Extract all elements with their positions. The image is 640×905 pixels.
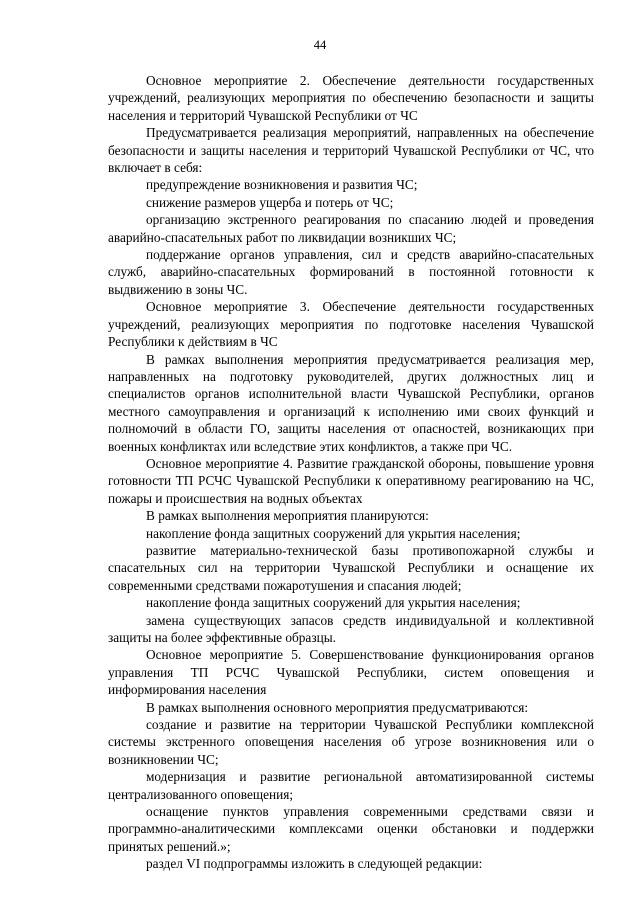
- list-item: поддержание органов управления, сил и средств аварийно-спасательных служб, аварийно-спасательных формирований в постоянной готовности к выдвижению в зоны ЧС.: [108, 247, 594, 297]
- paragraph: В рамках выполнения мероприятия предусматривается реализация мер, направленных на подготовку руководителей, других должностных лиц и специалистов органов исполнительной власти Чувашской Республики, органов местного самоуправления и организаций к исполнению ими своих функций и полномочий в области ГО, защиты населения от опасностей, возникающих при военных конфликтах или вследствие этих конфликтов, а также при ЧС.: [108, 351, 594, 454]
- paragraph: Основное мероприятие 5. Совершенствование функционирования органов управления ТП РСЧС Чувашской Республики, систем оповещения и информирования населения: [108, 647, 594, 698]
- paragraph: Основное мероприятие 3. Обеспечение деятельности государственных учреждений, реализующих мероприятия по подготовке населения Чувашской Республики к действиям в ЧС: [108, 299, 594, 350]
- list-item: предупреждение возникновения и развития ЧС;: [146, 177, 418, 193]
- paragraph: Основное мероприятие 2. Обеспечение деятельности государственных учреждений, реализующих мероприятия по обеспечению безопасности и защиты населения и территорий Чувашской Республики от ЧС: [108, 73, 594, 123]
- paragraph: В рамках выполнения мероприятия планируются:: [146, 508, 429, 524]
- list-item: развитие материально-технической базы противопожарной службы и спасательных сил на территории Чувашской Республики и оснащение их современными средствами пожаротушения и спасания людей;: [108, 542, 594, 593]
- page-number: 44: [313, 38, 327, 52]
- body-text: [108, 72, 594, 873]
- paragraph: Основное мероприятие 4. Развитие гражданской обороны, повышение уровня готовности ТП РСЧС Чувашской Республики к оперативному реагированию на ЧС, пожары и происшествия на водных объектах: [108, 455, 594, 506]
- list-item: организацию экстренного реагирования по спасанию людей и проведения аварийно-спасательных работ по ликвидации возникших ЧС;: [108, 212, 594, 245]
- list-item: модернизация и развитие региональной автоматизированной системы централизованного оповещения;: [108, 769, 594, 802]
- paragraph: Предусматривается реализация мероприятий, направленных на обеспечение безопасности и защиты населения и территорий Чувашской Республики от ЧС, что включает в себя:: [108, 125, 594, 176]
- paragraph: раздел VI подпрограммы изложить в следующей редакции:: [146, 856, 483, 872]
- list-item: накопление фонда защитных сооружений для укрытия населения;: [146, 595, 521, 611]
- list-item: оснащение пунктов управления современными средствами связи и программно-аналитическими комплексами оценки обстановки и поддержки принятых решений.»;: [108, 804, 594, 854]
- list-item: замена существующих запасов средств индивидуальной и коллективной защиты на более эффективные образцы.: [108, 612, 594, 645]
- list-item: создание и развитие на территории Чувашской Республики комплексной системы экстренного оповещения населения об угрозе возникновения или о возникновении ЧС;: [108, 717, 594, 767]
- paragraph: В рамках выполнения основного мероприятия предусматриваются:: [146, 699, 529, 715]
- list-item: накопление фонда защитных сооружений для укрытия населения;: [146, 525, 521, 541]
- list-item: снижение размеров ущерба и потерь от ЧС;: [146, 194, 394, 210]
